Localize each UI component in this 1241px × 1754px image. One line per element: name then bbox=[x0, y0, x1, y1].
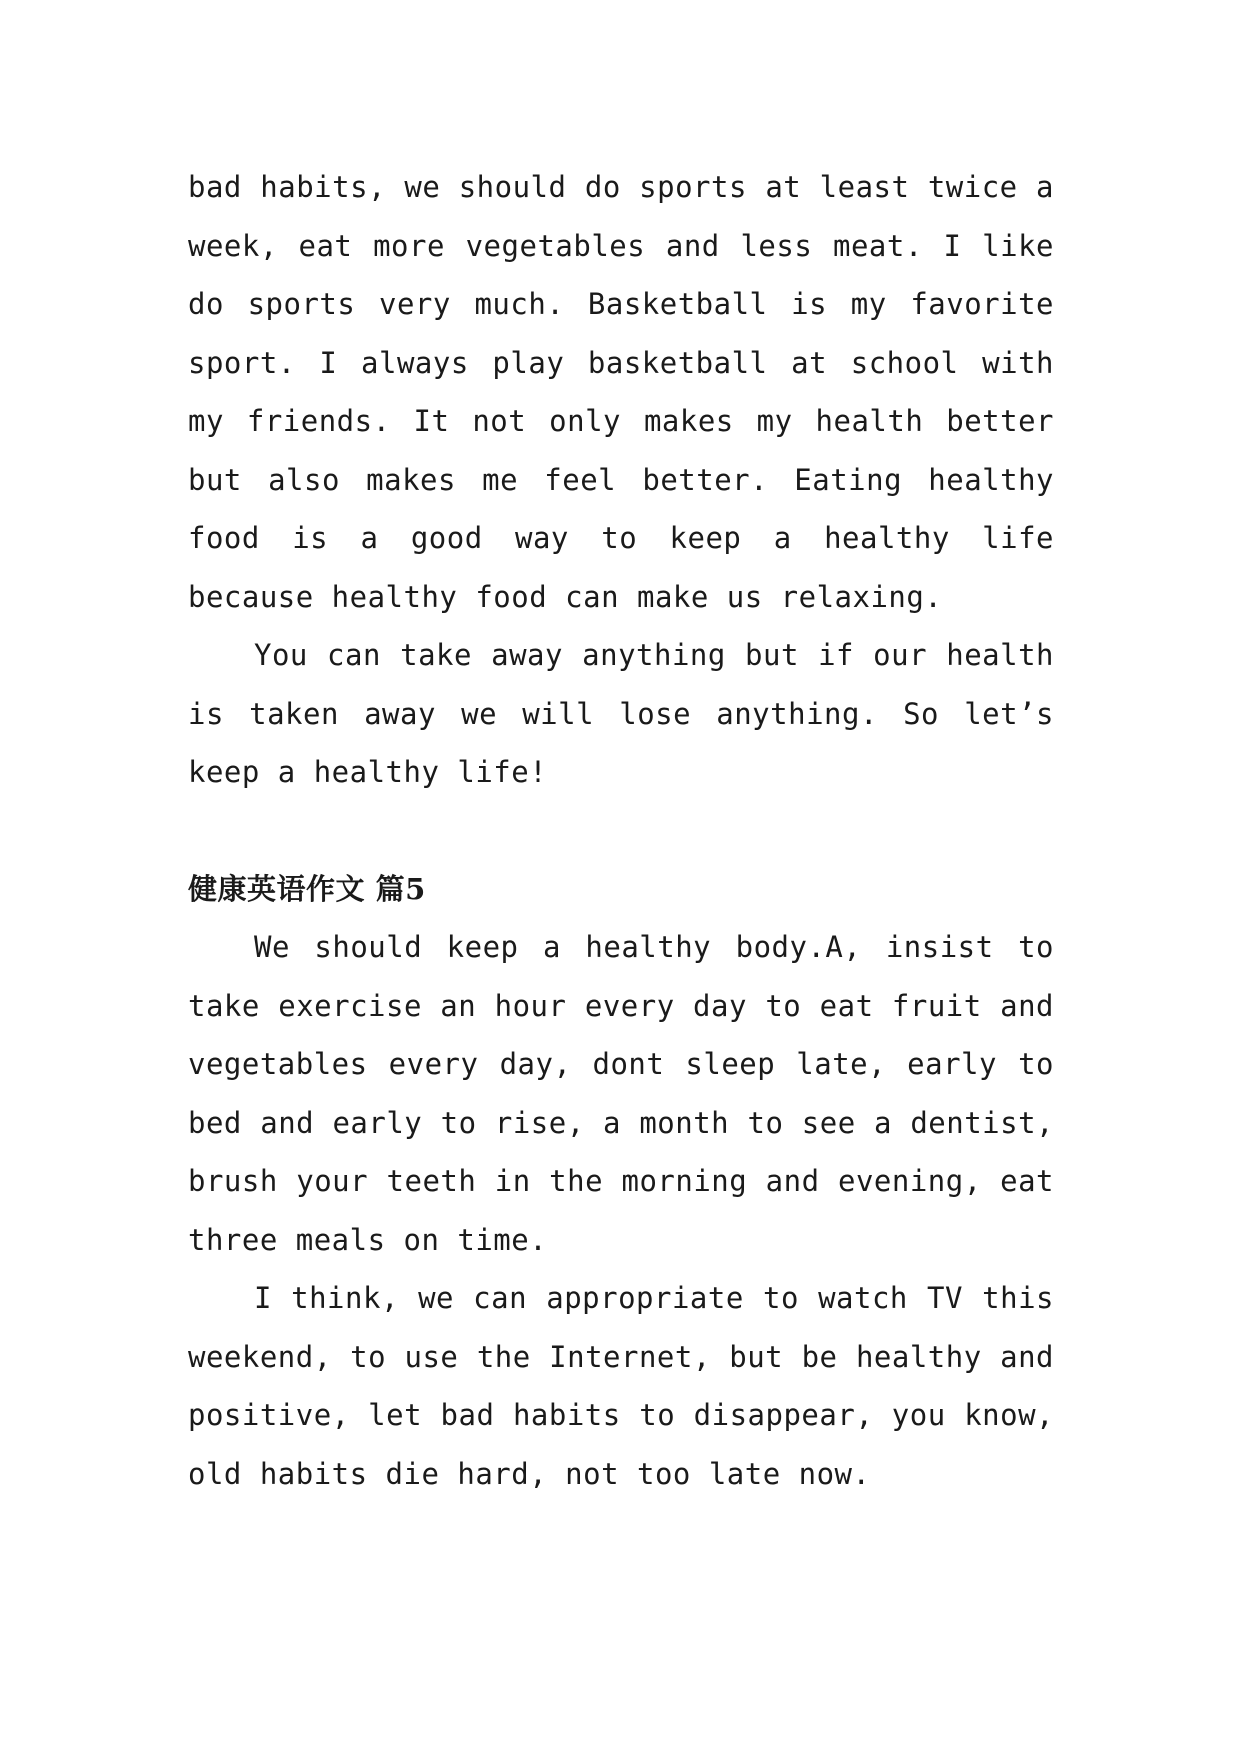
document-body bbox=[188, 158, 1054, 1503]
paragraph-continuation: bad habits, we should do sports at least twice a week, eat more vegetables and less meat. I like do sports very much. Basketball is my favorite sport. I always play basketball at school with my friends. It not only makes my health better but also makes me feel better. Eating healthy food is a good way to keep a healthy life because healthy food can make us relaxing. bbox=[188, 170, 1054, 614]
section-heading: 健康英语作文 篇5 bbox=[188, 871, 426, 906]
paragraph-healthy-body: We should keep a healthy body.A, insist to take exercise an hour every day to eat fruit and vegetables every day, dont sleep late, early to bed and early to rise, a month to see a dentist, brush your teeth in the morning and evening, eat three meals on time. bbox=[188, 930, 1054, 1257]
paragraph-bad-habits: I think, we can appropriate to watch TV this weekend, to use the Internet, but be healthy and positive, let bad habits to disappear, you know, old habits die hard, not too late now. bbox=[188, 1281, 1054, 1491]
paragraph-conclusion: You can take away anything but if our health is taken away we will lose anything. So let’s keep a healthy life! bbox=[188, 638, 1054, 789]
